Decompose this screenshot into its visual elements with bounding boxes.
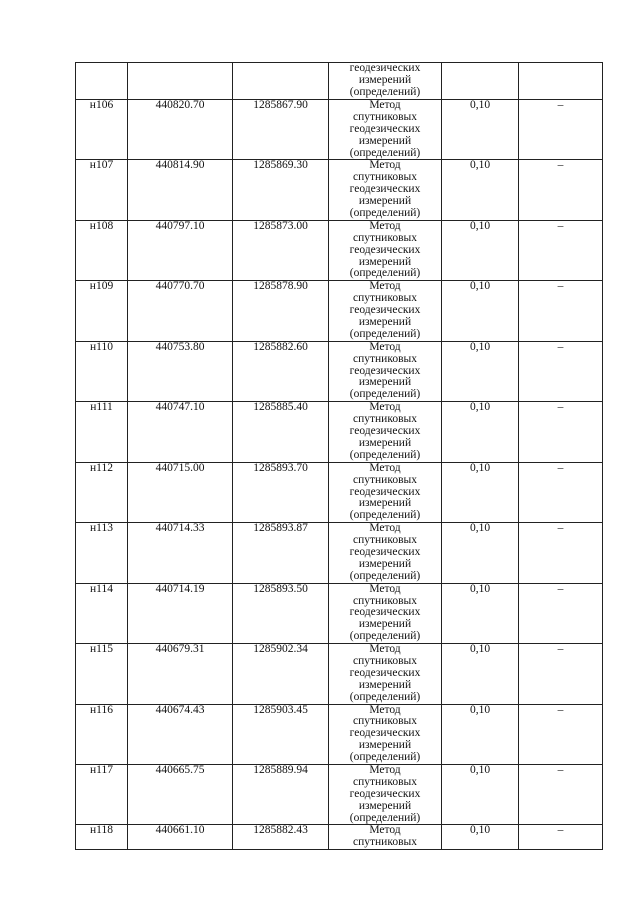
table-row — [76, 523, 603, 583]
table-row — [76, 704, 603, 764]
method-line: измерений — [358, 134, 412, 147]
method-line: спутниковых — [352, 231, 417, 244]
point-cell: н106 — [76, 100, 128, 160]
method-line: измерений — [358, 73, 412, 86]
point-cell: н114 — [76, 583, 128, 643]
x-coordinate-cell: 440747.10 — [128, 402, 233, 462]
method-line: (определений) — [349, 509, 421, 522]
y-coordinate-cell: 1285873.00 — [233, 220, 329, 280]
method-line: (определений) — [349, 751, 421, 764]
method-cell — [329, 704, 442, 764]
note-cell: – — [519, 583, 603, 643]
method-line: геодезических — [349, 62, 421, 74]
method-line: геодезических — [349, 243, 421, 256]
x-coordinate-cell: 440797.10 — [128, 220, 233, 280]
method-cell — [329, 764, 442, 824]
table-row — [76, 825, 603, 850]
method-line: спутниковых — [352, 715, 417, 728]
point-cell: н112 — [76, 462, 128, 522]
method-cell — [329, 100, 442, 160]
x-coordinate-cell: 440753.80 — [128, 341, 233, 401]
method-line: геодезических — [349, 666, 421, 679]
method-line: спутниковых — [352, 654, 417, 667]
point-cell: н118 — [76, 825, 128, 850]
point-cell: н116 — [76, 704, 128, 764]
method-line: спутниковых — [352, 775, 417, 788]
method-line: спутниковых — [352, 836, 417, 849]
x-coordinate-cell: 440714.19 — [128, 583, 233, 643]
table-row — [76, 764, 603, 824]
accuracy-cell: 0,10 — [442, 825, 519, 850]
x-cell — [128, 63, 233, 100]
method-line: спутниковых — [352, 110, 417, 123]
accuracy-cell: 0,10 — [442, 764, 519, 824]
x-coordinate-cell: 440714.33 — [128, 523, 233, 583]
method-line: (определений) — [349, 569, 421, 582]
method-line: измерений — [358, 195, 412, 208]
method-line: спутниковых — [352, 413, 417, 426]
table-row — [76, 100, 603, 160]
note-cell: – — [519, 100, 603, 160]
note-cell: – — [519, 341, 603, 401]
method-line: измерений — [358, 436, 412, 449]
method-line: измерений — [358, 316, 412, 329]
method-line: спутниковых — [352, 352, 417, 365]
y-coordinate-cell: 1285889.94 — [233, 764, 329, 824]
note-cell: – — [519, 644, 603, 704]
method-line: геодезических — [349, 425, 421, 438]
accuracy-cell: 0,10 — [442, 402, 519, 462]
method-line: геодезических — [349, 122, 421, 135]
method-line: геодезических — [349, 304, 421, 317]
table-row — [76, 583, 603, 643]
point-cell: н108 — [76, 220, 128, 280]
x-coordinate-cell: 440665.75 — [128, 764, 233, 824]
table-row — [76, 220, 603, 280]
y-coordinate-cell: 1285902.34 — [233, 644, 329, 704]
method-cell — [329, 825, 442, 850]
method-line: Метод — [369, 99, 401, 111]
method-cell — [329, 63, 442, 100]
method-cell — [329, 341, 442, 401]
method-cell — [329, 523, 442, 583]
y-coordinate-cell: 1285893.50 — [233, 583, 329, 643]
method-cell — [329, 220, 442, 280]
method-cell — [329, 281, 442, 341]
method-line: спутниковых — [352, 594, 417, 607]
method-cell — [329, 160, 442, 220]
coordinates-table — [75, 62, 603, 850]
method-line: геодезических — [349, 364, 421, 377]
y-coordinate-cell: 1285893.70 — [233, 462, 329, 522]
note-cell: – — [519, 825, 603, 850]
y-coordinate-cell: 1285882.43 — [233, 825, 329, 850]
x-coordinate-cell: 440661.10 — [128, 825, 233, 850]
method-line: Метод — [369, 461, 401, 474]
method-line: измерений — [358, 799, 412, 812]
method-line: спутниковых — [352, 473, 417, 486]
x-coordinate-cell: 440715.00 — [128, 462, 233, 522]
y-coordinate-cell: 1285903.45 — [233, 704, 329, 764]
point-cell: н113 — [76, 523, 128, 583]
point-cell: н107 — [76, 160, 128, 220]
method-line: (определений) — [349, 267, 421, 280]
method-line: (определений) — [349, 388, 421, 401]
point-cell: н115 — [76, 644, 128, 704]
method-line: Метод — [369, 763, 401, 776]
method-line: измерений — [358, 497, 412, 510]
method-line: (определений) — [349, 448, 421, 461]
method-line: спутниковых — [352, 292, 417, 305]
method-cell — [329, 462, 442, 522]
point-cell: н111 — [76, 402, 128, 462]
method-line: геодезических — [349, 545, 421, 558]
y-coordinate-cell: 1285885.40 — [233, 402, 329, 462]
accuracy-cell: 0,10 — [442, 583, 519, 643]
method-line: измерений — [358, 678, 412, 691]
accuracy-cell: 0,10 — [442, 281, 519, 341]
method-line: Метод — [369, 401, 401, 414]
note-cell: – — [519, 220, 603, 280]
method-line: Метод — [369, 522, 401, 535]
x-coordinate-cell: 440770.70 — [128, 281, 233, 341]
method-line: измерений — [358, 557, 412, 570]
accuracy-cell: 0,10 — [442, 704, 519, 764]
accuracy-cell — [442, 63, 519, 100]
x-coordinate-cell: 440814.90 — [128, 160, 233, 220]
y-coordinate-cell: 1285882.60 — [233, 341, 329, 401]
table-row — [76, 644, 603, 704]
y-cell — [233, 63, 329, 100]
y-coordinate-cell: 1285878.90 — [233, 281, 329, 341]
y-coordinate-cell: 1285869.30 — [233, 160, 329, 220]
accuracy-cell: 0,10 — [442, 523, 519, 583]
method-line: измерений — [358, 255, 412, 268]
method-line: Метод — [369, 280, 401, 293]
accuracy-cell: 0,10 — [442, 644, 519, 704]
method-line: (определений) — [349, 690, 421, 703]
method-line: геодезических — [349, 606, 421, 619]
method-line: Метод — [369, 824, 401, 837]
y-coordinate-cell: 1285893.87 — [233, 523, 329, 583]
note-cell: – — [519, 704, 603, 764]
point-cell: н117 — [76, 764, 128, 824]
point-cell: н110 — [76, 341, 128, 401]
method-line: Метод — [369, 219, 401, 232]
method-line: измерений — [358, 739, 412, 752]
method-line: геодезических — [349, 485, 421, 498]
note-cell: – — [519, 462, 603, 522]
table-row — [76, 341, 603, 401]
accuracy-cell: 0,10 — [442, 160, 519, 220]
method-line: Метод — [369, 582, 401, 595]
note-cell: – — [519, 160, 603, 220]
accuracy-cell: 0,10 — [442, 220, 519, 280]
method-line: Метод — [369, 340, 401, 353]
method-line: геодезических — [349, 727, 421, 740]
note-cell — [519, 63, 603, 100]
x-coordinate-cell: 440679.31 — [128, 644, 233, 704]
x-coordinate-cell: 440674.43 — [128, 704, 233, 764]
accuracy-cell: 0,10 — [442, 341, 519, 401]
table-row — [76, 281, 603, 341]
coordinates-table-body — [76, 63, 603, 850]
method-line: Метод — [369, 159, 401, 172]
method-line: (определений) — [349, 630, 421, 643]
method-line: измерений — [358, 376, 412, 389]
note-cell: – — [519, 764, 603, 824]
method-line: Метод — [369, 643, 401, 656]
method-cell — [329, 583, 442, 643]
table-row-continued — [76, 63, 603, 100]
method-line: (определений) — [349, 146, 421, 159]
method-line: спутниковых — [352, 171, 417, 184]
method-line: (определений) — [349, 327, 421, 340]
method-line: (определений) — [349, 811, 421, 824]
accuracy-cell: 0,10 — [442, 100, 519, 160]
table-row — [76, 402, 603, 462]
table-row — [76, 462, 603, 522]
point-cell: н109 — [76, 281, 128, 341]
method-cell — [329, 644, 442, 704]
table-row — [76, 160, 603, 220]
method-line: геодезических — [349, 183, 421, 196]
y-coordinate-cell: 1285867.90 — [233, 100, 329, 160]
x-coordinate-cell: 440820.70 — [128, 100, 233, 160]
method-cell — [329, 402, 442, 462]
method-line: измерений — [358, 618, 412, 631]
note-cell: – — [519, 523, 603, 583]
note-cell: – — [519, 281, 603, 341]
accuracy-cell: 0,10 — [442, 462, 519, 522]
note-cell: – — [519, 402, 603, 462]
method-line: (определений) — [349, 85, 421, 98]
method-line: (определений) — [349, 207, 421, 220]
point-cell — [76, 63, 128, 100]
method-line: спутниковых — [352, 534, 417, 547]
method-line: Метод — [369, 703, 401, 716]
method-line: геодезических — [349, 787, 421, 800]
